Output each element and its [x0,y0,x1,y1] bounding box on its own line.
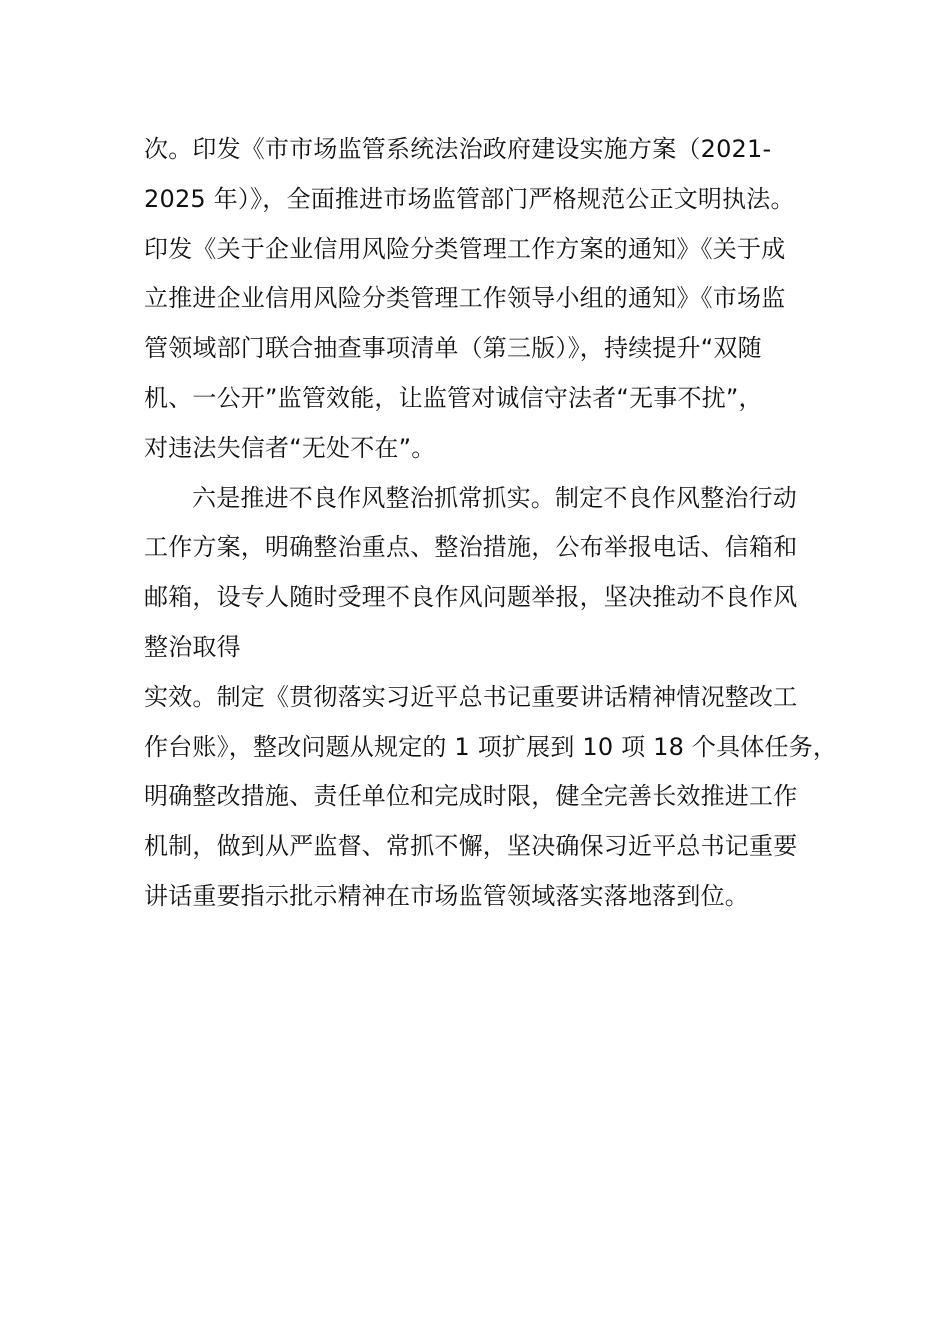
text-line: 整治取得 [144,632,241,661]
text-line: 实效。制定《贯彻落实习近平总书记重要讲话精神情况整改工 [144,682,798,711]
text-line: 讲话重要指示批示精神在市场监管领域落实落地落到位。 [144,881,749,910]
text-line: 对违法失信者“无处不在”。 [144,433,436,462]
text-line: 管领域部门联合抽查事项清单（第三版）》，持续提升“双随 [144,334,762,363]
text-line: 作台账》，整改问题从规定的 1 项扩展到 10 项 18 个具体任务， [144,732,838,761]
text-line: 明确整改措施、责任单位和完成时限，健全完善长效推进工作 [144,782,798,811]
document-body [144,125,838,922]
paragraph-start-line: 六是推进不良作风整治抓常抓实。制定不良作风整治行动 [192,483,797,512]
text-line: 机、一公开”监管效能，让监管对诚信守法者“无事不扰”， [144,383,763,412]
text-line: 次。印发《市市场监管系统法治政府建设实施方案（2021- [144,135,772,163]
text-line: 印发《关于企业信用风险分类管理工作方案的通知》《关于成 [144,234,786,263]
text-line: 立推进企业信用风险分类管理工作领导小组的通知》《市场监 [144,284,786,313]
text-line: 机制，做到从严监督、常抓不懈，坚决确保习近平总书记重要 [144,832,798,861]
text-line: 工作方案，明确整治重点、整治措施，公布举报电话、信箱和 [144,533,798,562]
text-line: 2025 年）》，全面推进市场监管部门严格规范公正文明执法。 [144,184,795,213]
text-line: 邮箱，设专人随时受理不良作风问题举报，坚决推动不良作风 [144,583,798,612]
